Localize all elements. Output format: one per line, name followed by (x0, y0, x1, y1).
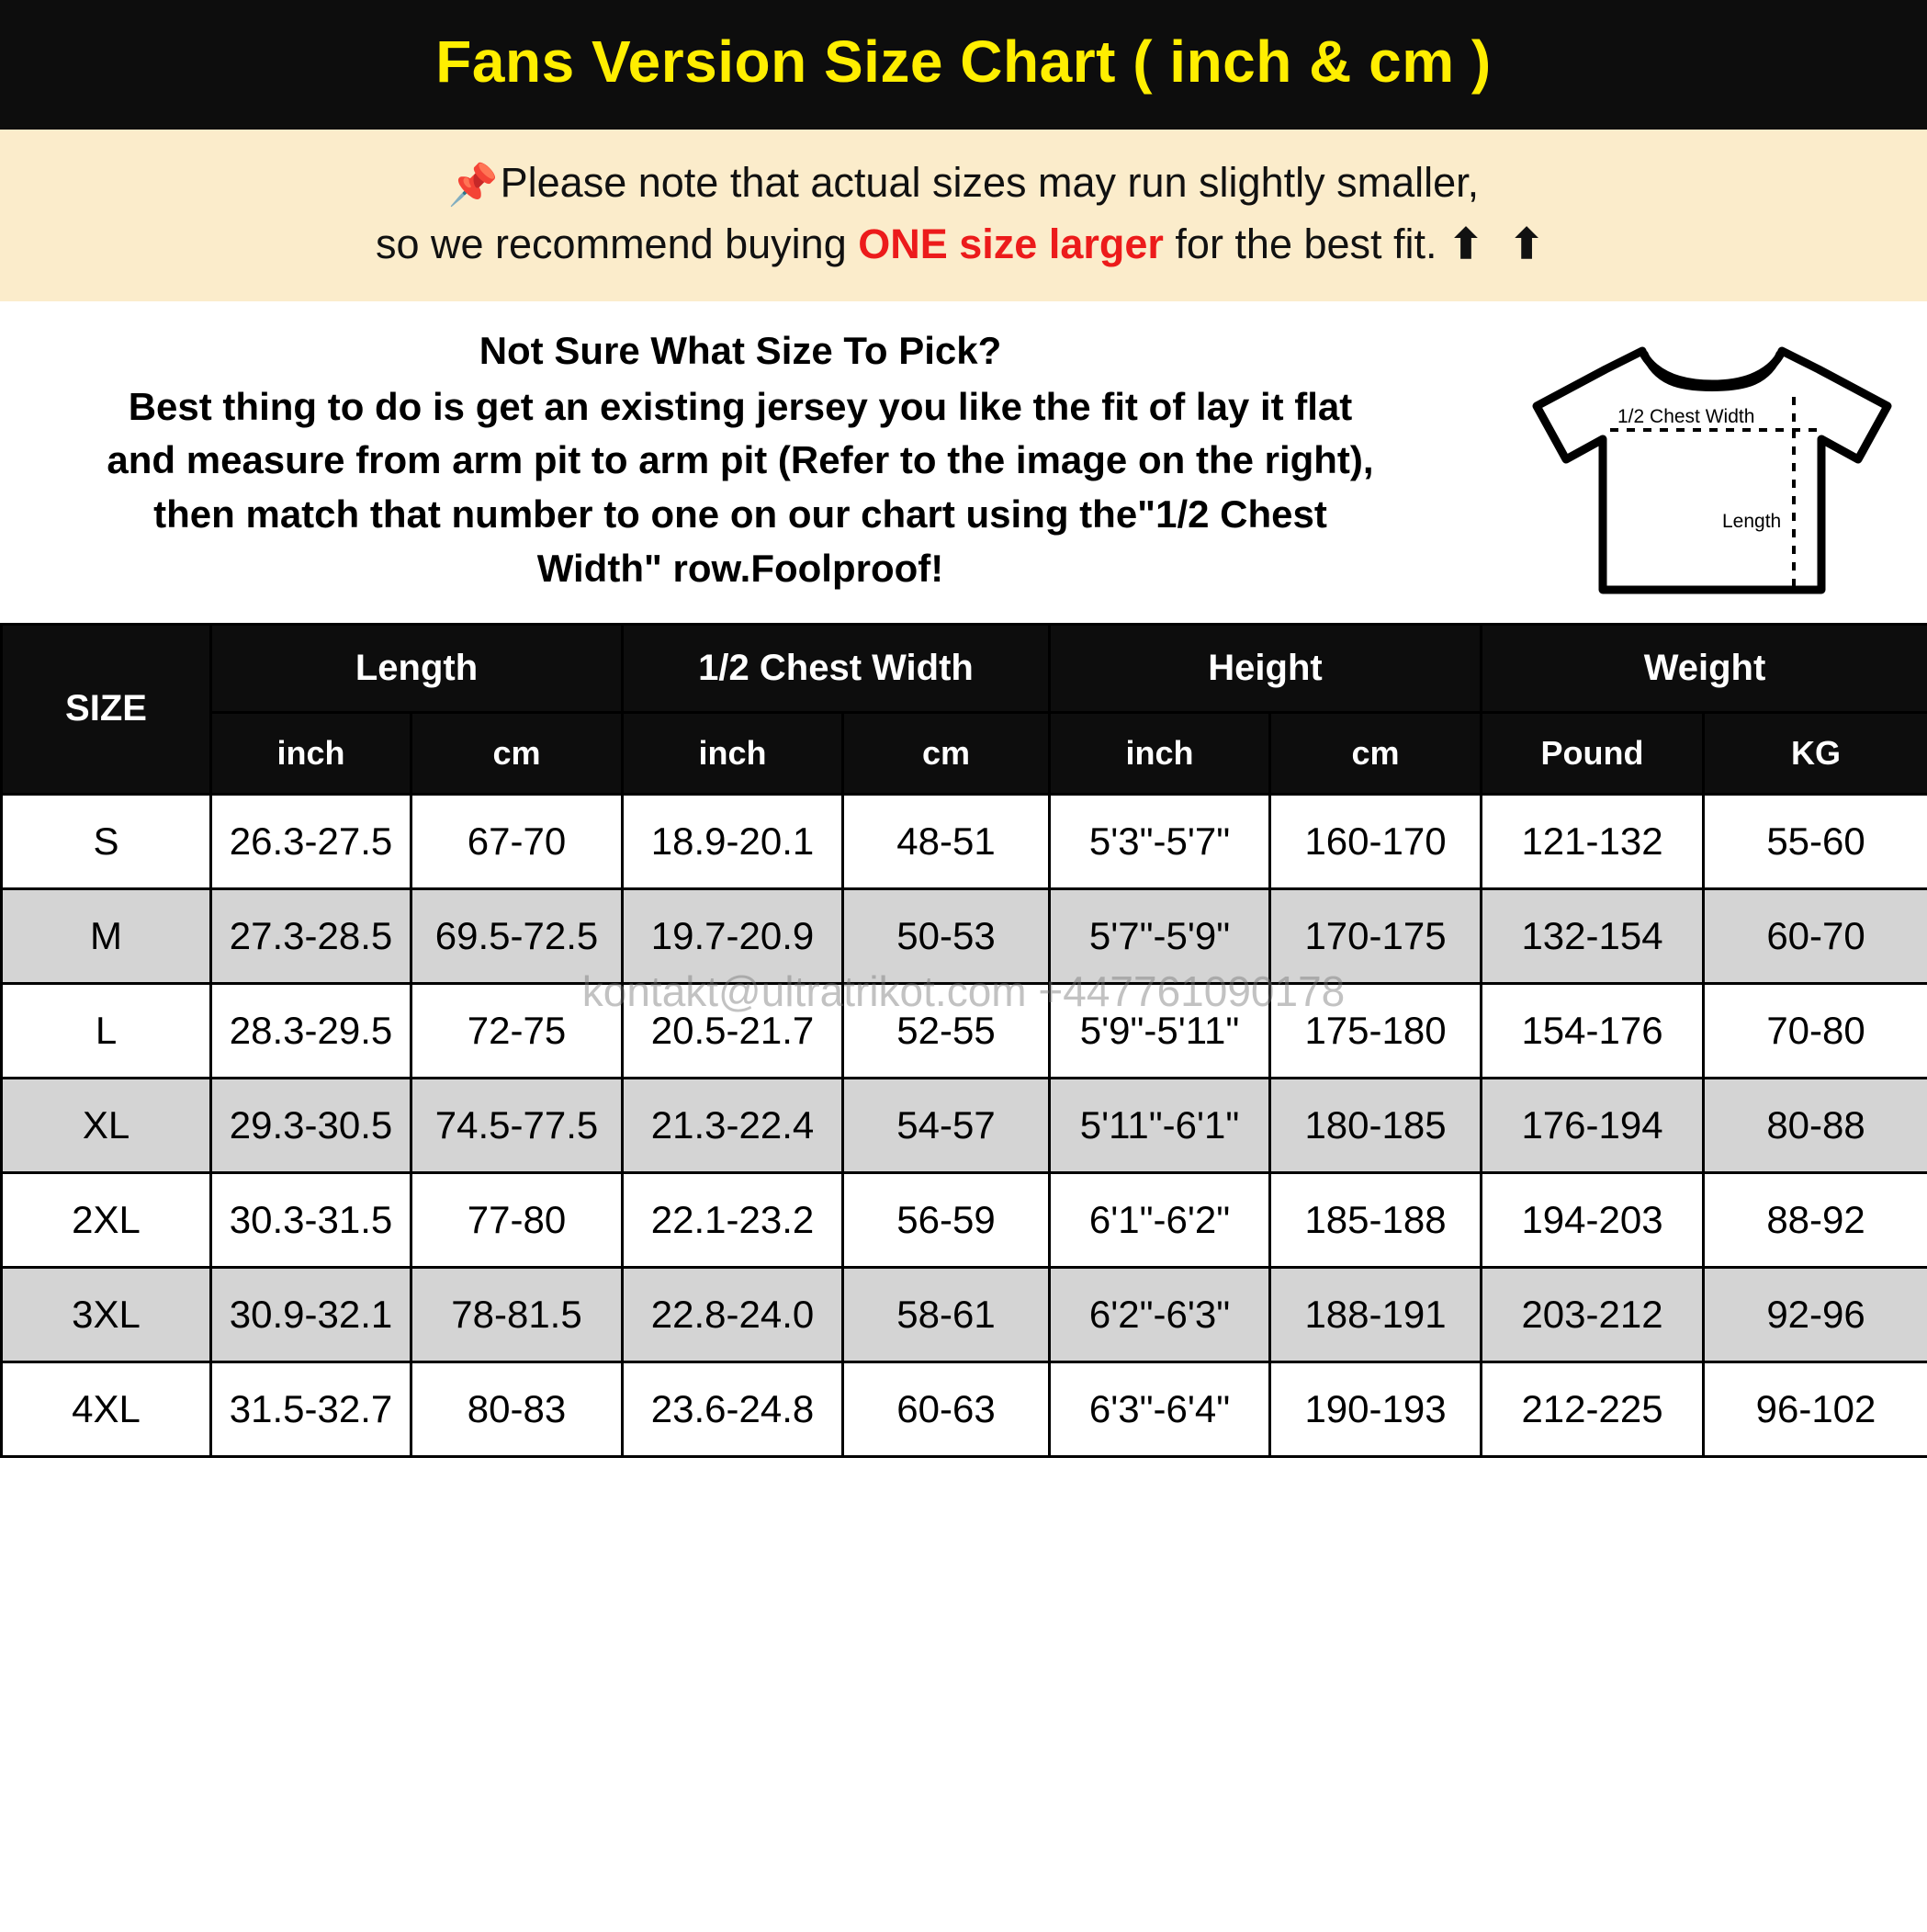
cell-height-inch: 5'3"-5'7" (1050, 794, 1270, 888)
cell-chest-inch: 21.3-22.4 (623, 1078, 843, 1172)
title-bar (0, 0, 1927, 130)
cell-height-cm: 185-188 (1270, 1172, 1482, 1267)
size-chart-table (0, 623, 1927, 1458)
help-section (0, 301, 1927, 623)
help-line-4: Width" row.Foolproof! (536, 546, 944, 590)
cell-height-inch: 5'11"-6'1" (1050, 1078, 1270, 1172)
pushpin-icon: 📌 (447, 163, 499, 209)
cell-chest-cm: 48-51 (843, 794, 1050, 888)
note-banner (0, 130, 1927, 300)
header-length-cm: cm (411, 712, 623, 794)
note-line-1 (18, 153, 1909, 214)
cell-height-cm: 180-185 (1270, 1078, 1482, 1172)
cell-weight-kg: 70-80 (1704, 983, 1927, 1078)
cell-weight-kg: 60-70 (1704, 888, 1927, 983)
row-size: L (2, 983, 211, 1078)
cell-weight-pound: 121-132 (1482, 794, 1704, 888)
cell-chest-cm: 58-61 (843, 1267, 1050, 1361)
cell-chest-cm: 56-59 (843, 1172, 1050, 1267)
cell-weight-kg: 80-88 (1704, 1078, 1927, 1172)
cell-chest-inch: 23.6-24.8 (623, 1361, 843, 1456)
cell-weight-pound: 154-176 (1482, 983, 1704, 1078)
note-text-2-pre: so we recommend buying (375, 220, 859, 267)
table-row (2, 983, 1927, 1078)
help-heading: Not Sure What Size To Pick? (479, 328, 1002, 372)
cell-chest-inch: 19.7-20.9 (623, 888, 843, 983)
length-label: Length (1722, 510, 1782, 532)
cell-length-cm: 67-70 (411, 794, 623, 888)
arrow-up-icon: ⬆ ⬆ (1448, 220, 1551, 267)
cell-weight-pound: 176-194 (1482, 1078, 1704, 1172)
cell-height-inch: 5'7"-5'9" (1050, 888, 1270, 983)
cell-length-cm: 74.5-77.5 (411, 1078, 623, 1172)
cell-height-inch: 6'2"-6'3" (1050, 1267, 1270, 1361)
cell-height-inch: 5'9"-5'11" (1050, 983, 1270, 1078)
cell-height-inch: 6'3"-6'4" (1050, 1361, 1270, 1456)
cell-height-cm: 188-191 (1270, 1267, 1482, 1361)
header-height-inch: inch (1050, 712, 1270, 794)
cell-chest-cm: 54-57 (843, 1078, 1050, 1172)
cell-height-cm: 175-180 (1270, 983, 1482, 1078)
header-length-inch: inch (211, 712, 411, 794)
cell-weight-kg: 92-96 (1704, 1267, 1927, 1361)
tshirt-measurement-diagram (1518, 331, 1904, 606)
header-group-height: Height (1050, 624, 1482, 712)
cell-height-cm: 170-175 (1270, 888, 1482, 983)
table-header-row-groups (2, 624, 1927, 712)
note-text-1: Please note that actual sizes may run slightly smaller, (500, 159, 1480, 207)
cell-length-inch: 27.3-28.5 (211, 888, 411, 983)
cell-weight-pound: 203-212 (1482, 1267, 1704, 1361)
help-text-block (0, 322, 1495, 596)
row-size: 4XL (2, 1361, 211, 1456)
size-chart-body (2, 794, 1927, 1456)
header-group-chest-width: 1/2 Chest Width (623, 624, 1050, 712)
cell-length-inch: 30.9-32.1 (211, 1267, 411, 1361)
cell-chest-inch: 22.8-24.0 (623, 1267, 843, 1361)
help-line-1: Best thing to do is get an existing jersey you like the fit of lay it flat (128, 384, 1353, 428)
cell-chest-cm: 50-53 (843, 888, 1050, 983)
help-line-2: and measure from arm pit to arm pit (Refer to the image on the right), (107, 438, 1374, 482)
header-weight-pound: Pound (1482, 712, 1704, 794)
cell-length-cm: 72-75 (411, 983, 623, 1078)
table-row (2, 794, 1927, 888)
table-header-row-units (2, 712, 1927, 794)
cell-chest-cm: 60-63 (843, 1361, 1050, 1456)
header-weight-kg: KG (1704, 712, 1927, 794)
help-line-3: then match that number to one on our chart using the"1/2 Chest (153, 492, 1327, 537)
cell-weight-kg: 88-92 (1704, 1172, 1927, 1267)
cell-length-cm: 80-83 (411, 1361, 623, 1456)
cell-chest-inch: 22.1-23.2 (623, 1172, 843, 1267)
cell-height-inch: 6'1"-6'2" (1050, 1172, 1270, 1267)
row-size: M (2, 888, 211, 983)
chest-width-label: 1/2 Chest Width (1617, 405, 1755, 427)
row-size: 3XL (2, 1267, 211, 1361)
page-title: Fans Version Size Chart ( inch & cm ) (435, 28, 1492, 95)
cell-chest-inch: 18.9-20.1 (623, 794, 843, 888)
header-group-length: Length (211, 624, 623, 712)
table-row (2, 1172, 1927, 1267)
table-row (2, 1361, 1927, 1456)
table-row (2, 1078, 1927, 1172)
cell-length-inch: 30.3-31.5 (211, 1172, 411, 1267)
cell-length-inch: 31.5-32.7 (211, 1361, 411, 1456)
cell-length-cm: 69.5-72.5 (411, 888, 623, 983)
cell-length-inch: 28.3-29.5 (211, 983, 411, 1078)
row-size: XL (2, 1078, 211, 1172)
watermark: kontakt@ultratrikot.com +447761090178 (581, 967, 1346, 1015)
row-size: S (2, 794, 211, 888)
header-size: SIZE (2, 624, 211, 794)
tshirt-diagram-wrap (1495, 322, 1927, 606)
row-size: 2XL (2, 1172, 211, 1267)
cell-height-cm: 190-193 (1270, 1361, 1482, 1456)
cell-weight-kg: 96-102 (1704, 1361, 1927, 1456)
header-height-cm: cm (1270, 712, 1482, 794)
cell-length-cm: 78-81.5 (411, 1267, 623, 1361)
cell-length-cm: 77-80 (411, 1172, 623, 1267)
cell-weight-pound: 212-225 (1482, 1361, 1704, 1456)
header-group-weight: Weight (1482, 624, 1927, 712)
note-line-2 (18, 215, 1909, 274)
cell-weight-pound: 194-203 (1482, 1172, 1704, 1267)
cell-length-inch: 29.3-30.5 (211, 1078, 411, 1172)
cell-weight-pound: 132-154 (1482, 888, 1704, 983)
cell-weight-kg: 55-60 (1704, 794, 1927, 888)
cell-chest-inch: 20.5-21.7 (623, 983, 843, 1078)
note-emphasis: ONE size larger (858, 220, 1164, 267)
cell-chest-cm: 52-55 (843, 983, 1050, 1078)
table-row (2, 888, 1927, 983)
header-chest-inch: inch (623, 712, 843, 794)
cell-height-cm: 160-170 (1270, 794, 1482, 888)
table-row (2, 1267, 1927, 1361)
note-text-2-post: for the best fit. (1163, 220, 1437, 267)
cell-length-inch: 26.3-27.5 (211, 794, 411, 888)
header-chest-cm: cm (843, 712, 1050, 794)
